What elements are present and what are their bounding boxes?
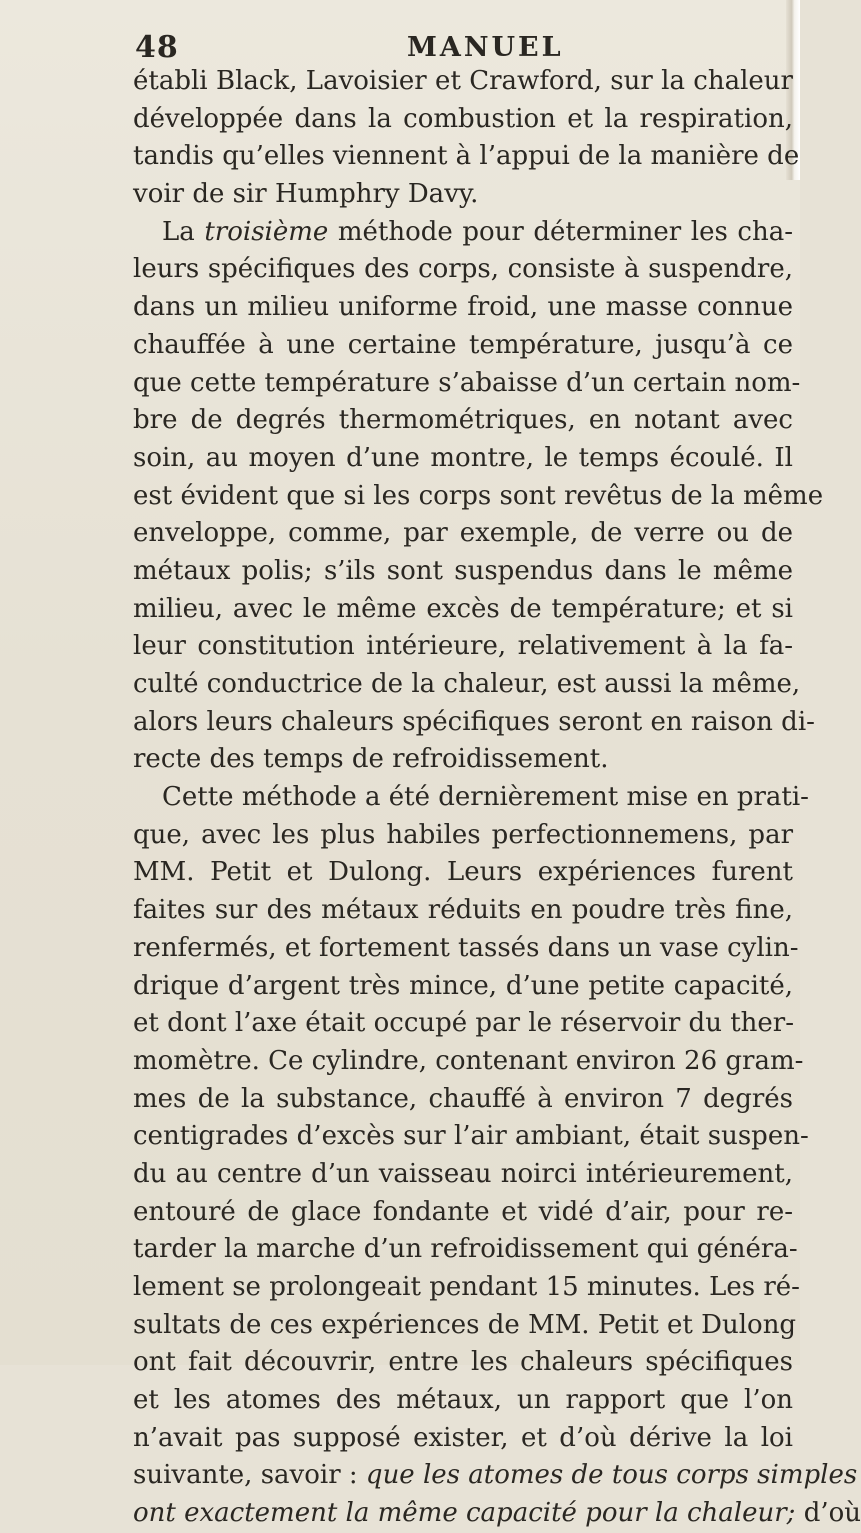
text-line: bre de degrés thermométriques, en notant avec — [133, 405, 793, 436]
text-line: sultats de ces expériences de MM. Petit et Dulong — [133, 1309, 797, 1340]
text-line: et dont l’axe était occupé par le réservoir du ther- — [133, 1008, 795, 1039]
text-line: n’avait pas supposé exister, et d’où dérive la loi — [133, 1422, 793, 1453]
text-line: tandis qu’elles viennent à l’appui de la manière de — [133, 141, 800, 172]
text-line: drique d’argent très mince, d’une petite capacité, — [133, 970, 793, 1001]
text-fragment: La — [162, 216, 195, 247]
text-line: culté conductrice de la chaleur, est aussi la même, — [133, 669, 801, 699]
text-line: tarder la marche d’un refroidissement qui généra- — [133, 1234, 798, 1265]
text-line: faites sur des métaux réduits en poudre très fine, — [133, 895, 793, 926]
text-line: que cette température s’abaisse d’un certain nom- — [133, 367, 801, 398]
text-line — [133, 214, 793, 252]
text-fragment: suivante, savoir : — [133, 1460, 358, 1491]
text-line: ont fait découvrir, entre les chaleurs spécifiques — [133, 1347, 793, 1378]
text-line: soin, au moyen d’une montre, le temps écoulé. Il — [133, 442, 793, 473]
text-line: enveloppe, comme, par exemple, de verre ou de — [133, 518, 793, 549]
text-line — [133, 1495, 861, 1533]
text-line: métaux polis; s’ils sont suspendus dans le même — [133, 555, 793, 586]
text-line: entouré de glace fondante et vidé d’air, pour re- — [133, 1196, 793, 1227]
body-text — [133, 63, 861, 1533]
italic-fragment: ont exactement la même capacité pour la chaleur; — [133, 1498, 796, 1529]
italic-fragment: troisième — [204, 216, 329, 247]
text-line: que, avec les plus habiles perfectionnemens, par — [133, 819, 793, 850]
text-line — [133, 1457, 858, 1495]
text-line: alors leurs chaleurs spécifiques seront en raison di- — [133, 706, 815, 737]
page-number: 48 — [135, 30, 179, 65]
text-line: Cette méthode a été dernièrement mise en prati- — [162, 782, 809, 813]
italic-fragment: que les atomes de tous corps simples — [365, 1460, 858, 1491]
text-line: centigrades d’excès sur l’air ambiant, était suspen- — [133, 1121, 809, 1152]
text-line: momètre. Ce cylindre, contenant environ 26 gram- — [133, 1045, 804, 1076]
text-line: du au centre d’un vaisseau noirci intérieurement, — [133, 1158, 793, 1189]
text-line: recte des temps de refroidissement. — [133, 744, 609, 775]
text-line: MM. Petit et Dulong. Leurs expériences furent — [133, 857, 793, 888]
text-fragment: méthode pour déterminer les cha- — [337, 216, 794, 247]
text-line: mes de la substance, chauffé à environ 7 degrés — [133, 1083, 793, 1114]
text-line: leurs spécifiques des corps, consiste à suspendre, — [133, 254, 793, 285]
text-line: chauffée à une certaine température, jusqu’à ce — [133, 329, 793, 360]
text-line: et les atomes des métaux, un rapport que l’on — [133, 1385, 793, 1416]
text-fragment: d’où — [803, 1498, 861, 1529]
text-line: dans un milieu uniforme froid, une masse connue — [133, 292, 793, 323]
text-line: leur constitution intérieure, relativement à la fa- — [133, 631, 793, 662]
text-line: établi Black, Lavoisier et Crawford, sur la chaleur — [133, 66, 793, 96]
text-line: voir de sir Humphry Davy. — [133, 179, 479, 210]
running-title: MANUEL — [407, 32, 564, 63]
text-line: développée dans la combustion et la respiration, — [133, 103, 793, 134]
text-line: milieu, avec le même excès de température; et si — [133, 593, 793, 624]
text-line: lement se prolongeait pendant 15 minutes. Les ré- — [133, 1272, 800, 1302]
text-line: renfermés, et fortement tassés dans un vase cylin- — [133, 932, 799, 963]
text-line: est évident que si les corps sont revêtus de la même — [133, 480, 824, 511]
